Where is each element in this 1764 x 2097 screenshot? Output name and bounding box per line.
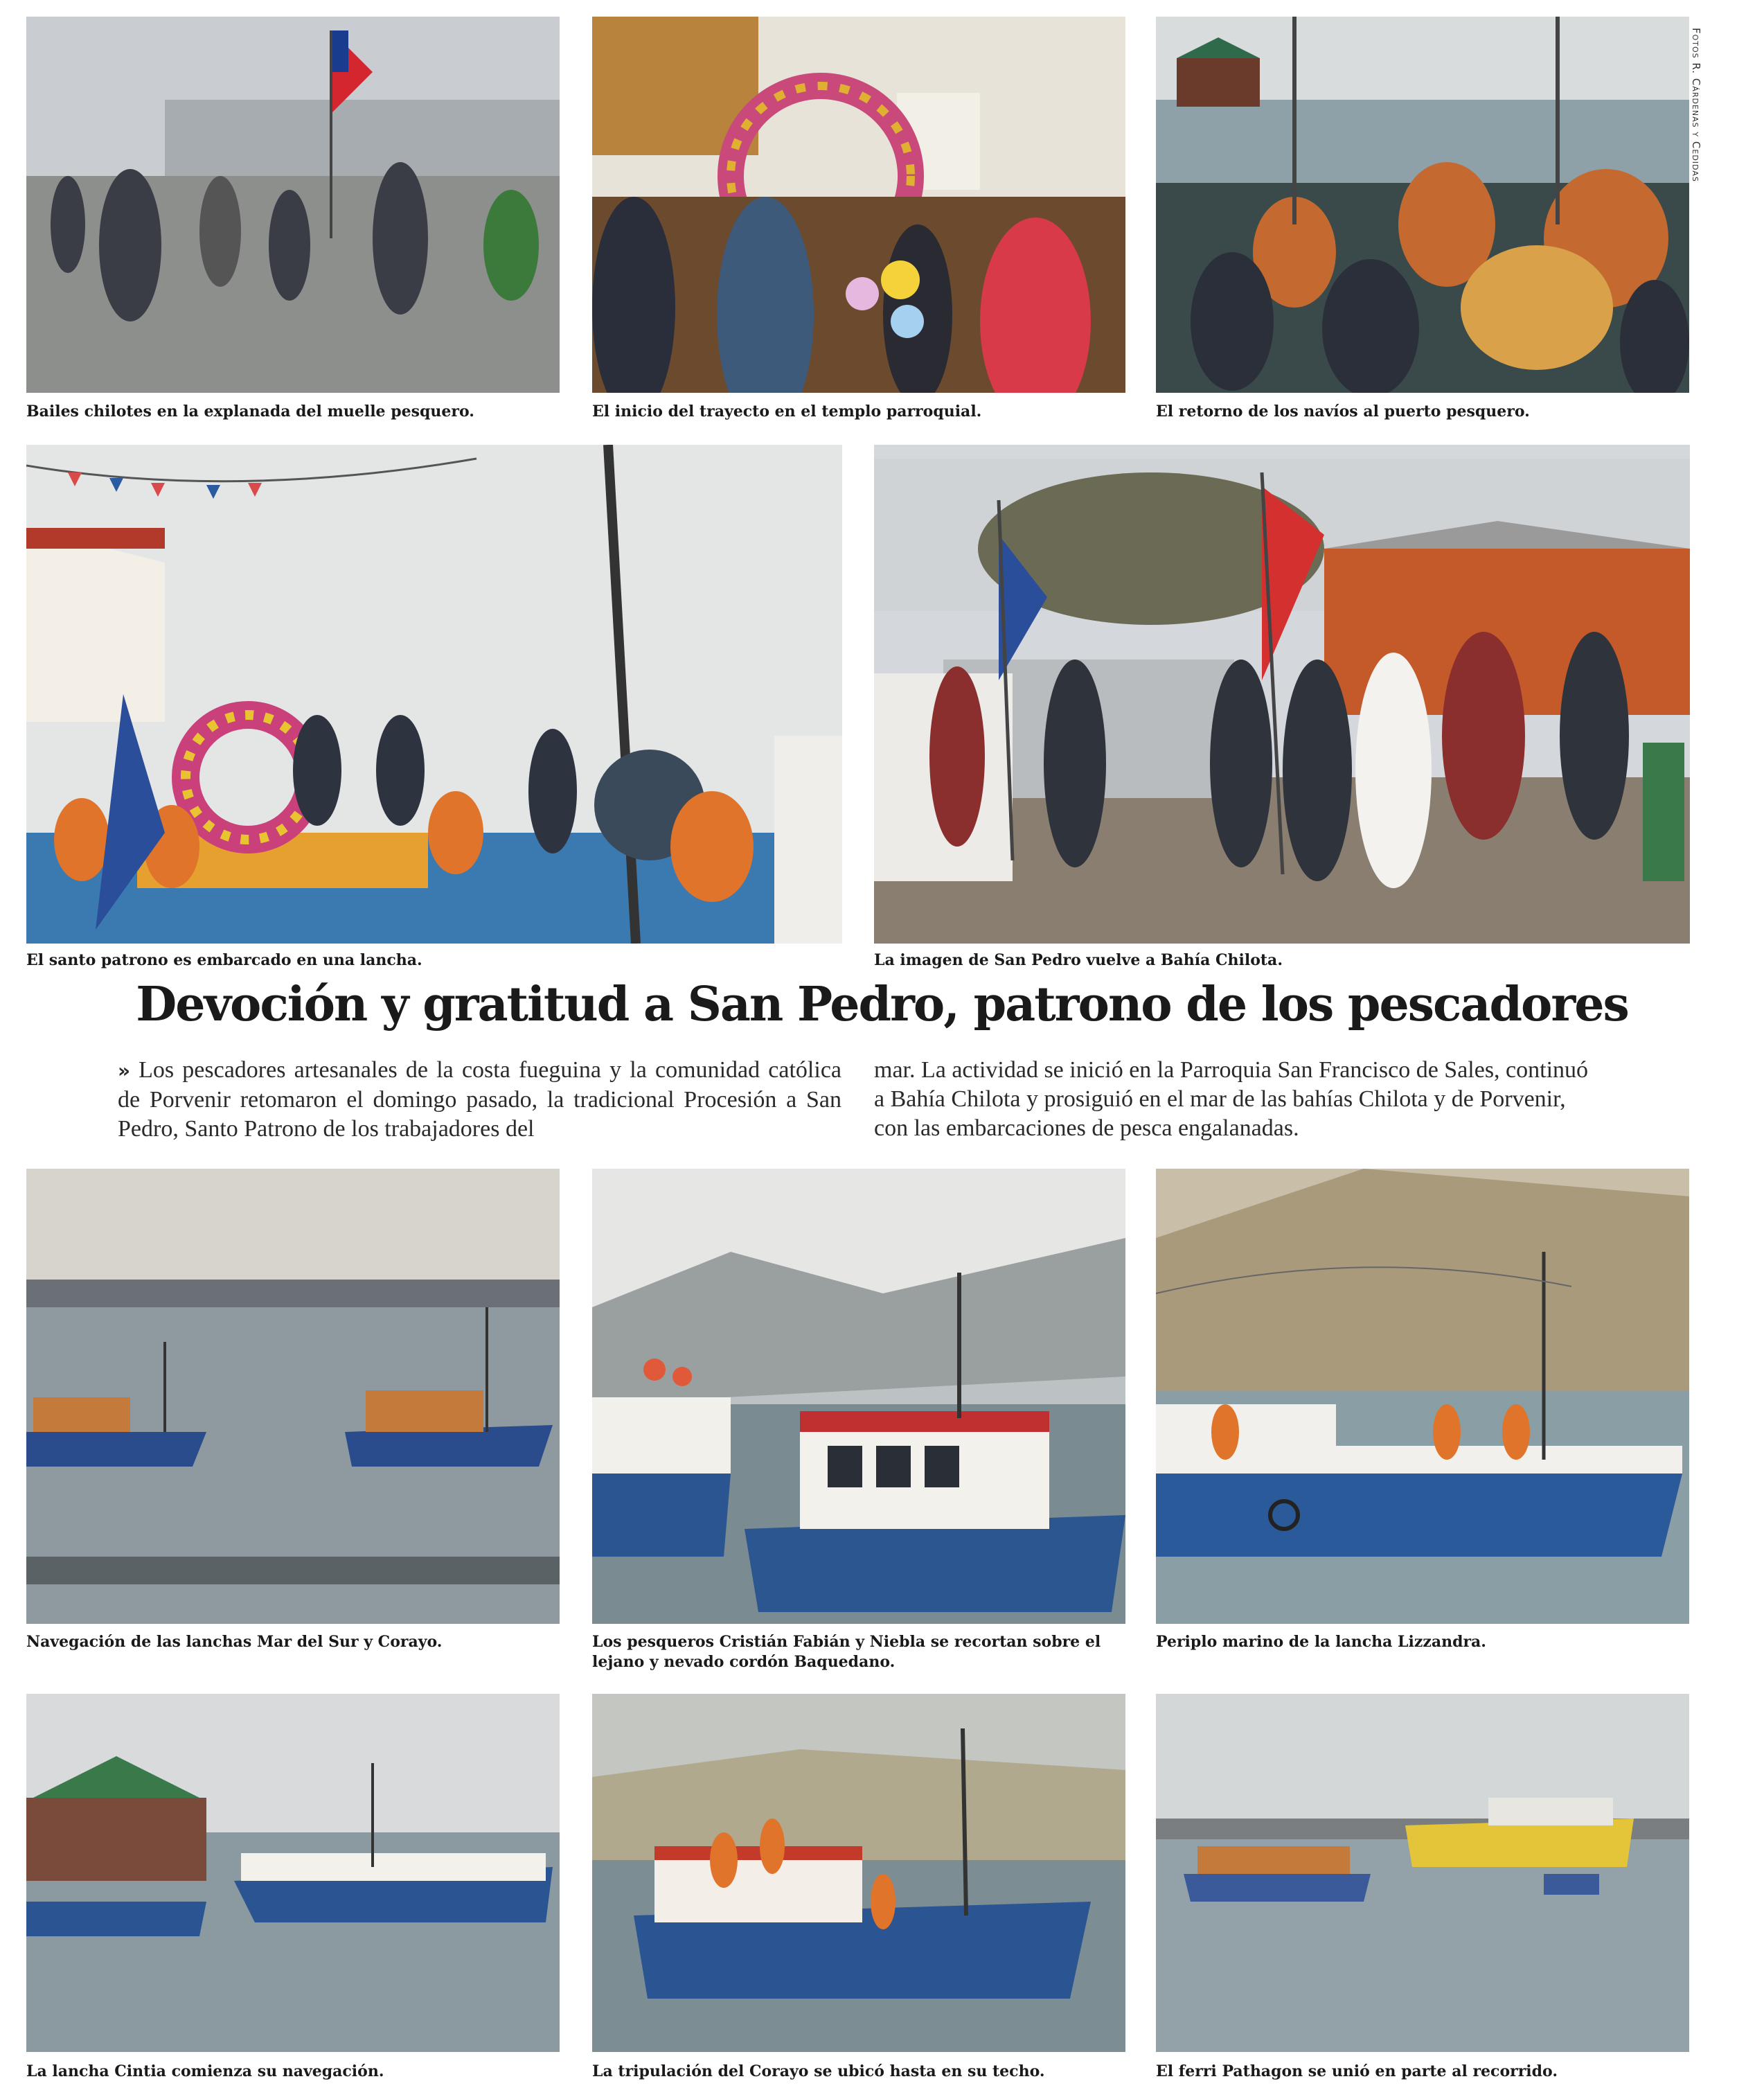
photo-mar-del-sur — [26, 1169, 560, 1624]
caption-2: El inicio del trayecto en el templo parroquial. — [592, 402, 982, 421]
lead-text-2: mar. La actividad se inició en la Parroquia San Francisco de Sales, continuó a Bahía Chilota y prosiguió en el mar de las bahías Chilota y de Porvenir, con las embarcaciones de pesca engalanadas. — [874, 1057, 1589, 1141]
lead-text-1: Los pescadores artesanales de la costa fueguina y la comunidad católica de Porvenir retomaron el domingo pasado, la tradicional Procesión a San Pedro, Santo Patrono de los trabajadores del — [118, 1057, 841, 1142]
lead-column-1 — [118, 1056, 841, 1144]
photo-pathagon — [1156, 1694, 1689, 2052]
caption-7: Los pesqueros Cristián Fabián y Niebla se recortan sobre el lejano y nevado cordón Baquedano. — [592, 1633, 1101, 1671]
caption-5: La imagen de San Pedro vuelve a Bahía Chilota. — [874, 951, 1283, 969]
photo-saint-boarded — [26, 445, 842, 944]
caption-8: Periplo marino de la lancha Lizzandra. — [1156, 1633, 1486, 1651]
photo-church — [592, 17, 1125, 393]
caption-4: El santo patrono es embarcado en una lancha. — [26, 951, 422, 969]
chevron-right-icon: » — [118, 1059, 131, 1082]
photo-lizzandra — [1156, 1169, 1689, 1624]
lead-column-2 — [874, 1056, 1598, 1143]
caption-1: Bailes chilotes en la explanada del muelle pesquero. — [26, 402, 474, 421]
photo-dancers — [26, 17, 560, 393]
caption-9: La lancha Cintia comienza su navegación. — [26, 2062, 384, 2080]
caption-10: La tripulación del Corayo se ubicó hasta en su techo. — [592, 2062, 1045, 2080]
photo-cintia — [26, 1694, 560, 2052]
headline: Devoción y gratitud a San Pedro, patrono de los pescadores — [136, 977, 1628, 1032]
caption-11: El ferri Pathagon se unió en parte al recorrido. — [1156, 2062, 1558, 2080]
caption-3: El retorno de los navíos al puerto pesquero. — [1156, 402, 1530, 421]
photo-procession — [874, 445, 1690, 944]
photo-boats-return — [1156, 17, 1689, 393]
photo-corayo — [592, 1694, 1125, 2052]
caption-6: Navegación de las lanchas Mar del Sur y Corayo. — [26, 1633, 443, 1651]
photo-credit: Fotos R. Cárdenas y Cedidas — [1690, 28, 1702, 182]
photo-cristian-fabian — [592, 1169, 1125, 1624]
